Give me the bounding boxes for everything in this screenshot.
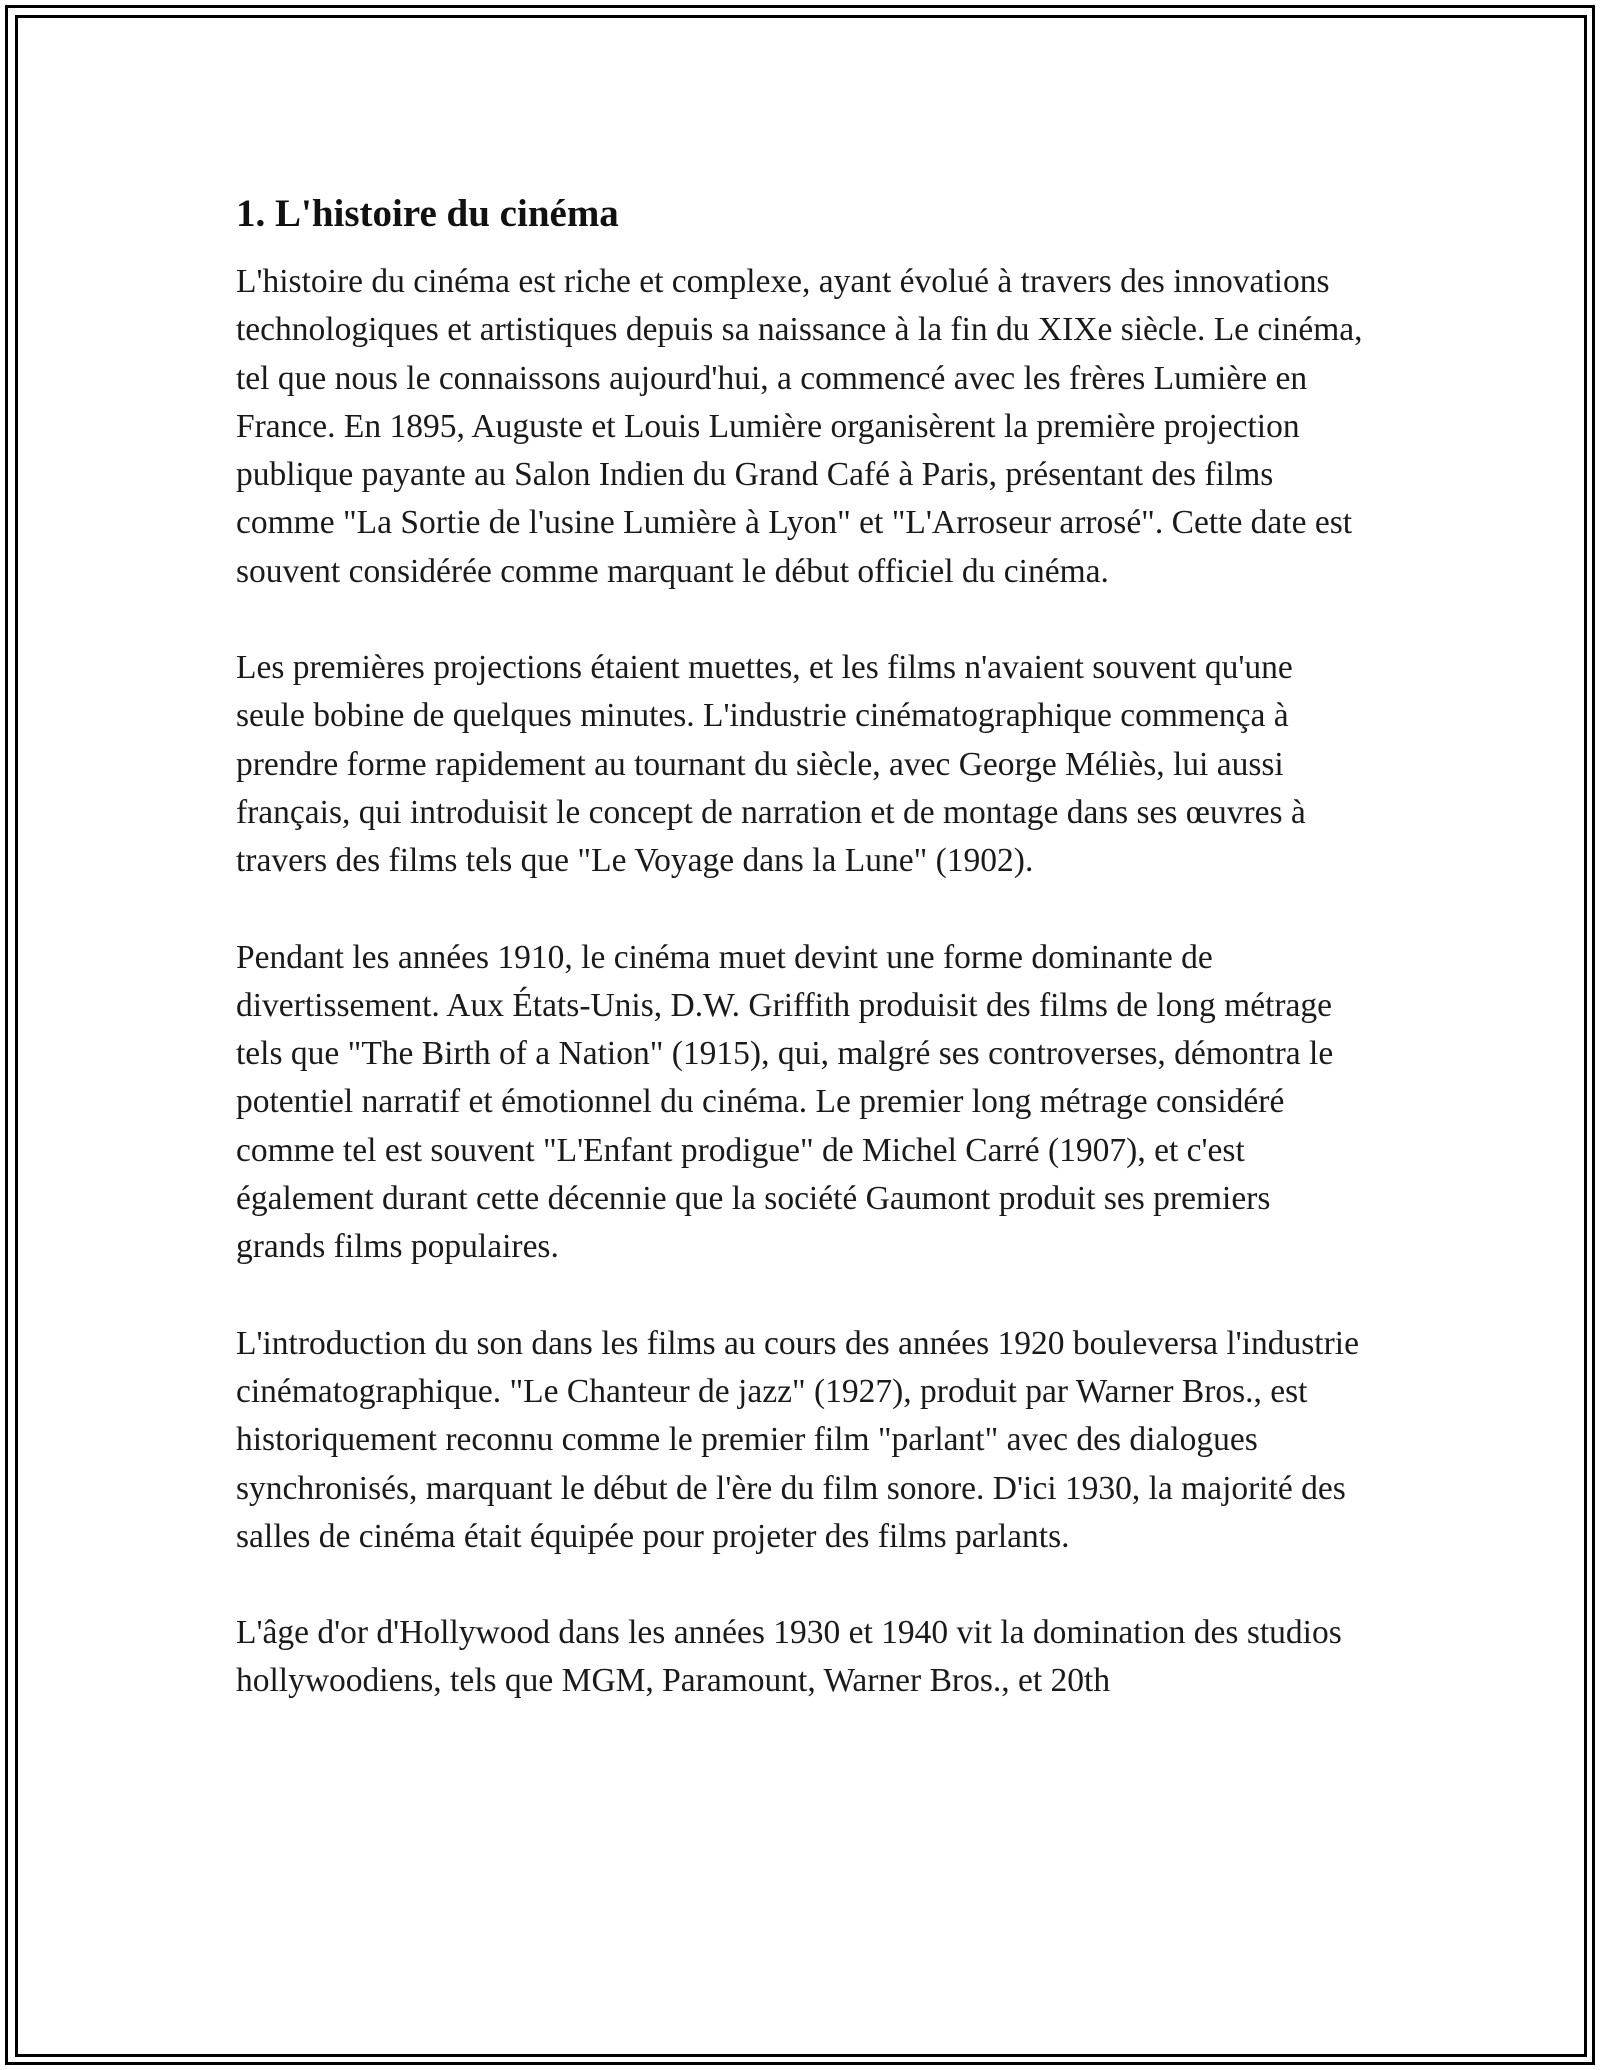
section-title: 1. L'histoire du cinéma <box>236 192 619 235</box>
paragraph-1910s-silent-era: Pendant les années 1910, le cinéma muet devint une forme dominante de divertissement. Aux États-Unis, D.W. Griffith produisit des films de long métrage tels que "The Birth of a Nation" (1915), qui, malgré ses controverses, démontra le potentiel narratif et émotionnel du cinéma. Le premier long métrage considéré comme tel est souvent "L'Enfant prodigue" de Michel Carré (1907), et c'est également durant cette décennie que la société Gaumont produit ses premiers grands films populaires. <box>236 938 1334 1266</box>
paragraph-lumiere-origins: L'histoire du cinéma est riche et complexe, ayant évolué à travers des innovations technologiques et artistiques depuis sa naissance à la fin du XIXe siècle. Le cinéma, tel que nous le connaissons aujourd'hui, a commencé avec les frères Lumière en France. En 1895, Auguste et Louis Lumière organisèrent la première projection publique payante au Salon Indien du Grand Café à Paris, présentant des films comme "La Sortie de l'usine Lumière à Lyon" et "L'Arroseur arrosé". Cette date est souvent considérée comme marquant le début officiel du cinéma. <box>236 263 1363 590</box>
paragraph-sound-introduction: L'introduction du son dans les films au cours des années 1920 bouleversa l'industrie cinématographique. "Le Chanteur de jazz" (1927), produit par Warner Bros., est historiquement reconnu comme le premier film "parlant" avec des dialogues synchronisés, marquant le début de l'ère du film sonore. D'ici 1930, la majorité des salles de cinéma était équipée pour projeter des films parlants. <box>236 1324 1359 1555</box>
document-body <box>236 186 1366 1706</box>
paragraph-silent-films-melies: Les premières projections étaient muettes, et les films n'avaient souvent qu'une seule bobine de quelques minutes. L'industrie cinématographique commença à prendre forme rapidement au tournant du siècle, avec George Méliès, lui aussi français, qui introduisit le concept de narration et de montage dans ses œuvres à travers des films tels que "Le Voyage dans la Lune" (1902). <box>236 649 1306 880</box>
paragraph-hollywood-golden-age: L'âge d'or d'Hollywood dans les années 1930 et 1940 vit la domination des studios hollywoodiens, tels que MGM, Paramount, Warner Bros., et 20th <box>236 1614 1342 1700</box>
